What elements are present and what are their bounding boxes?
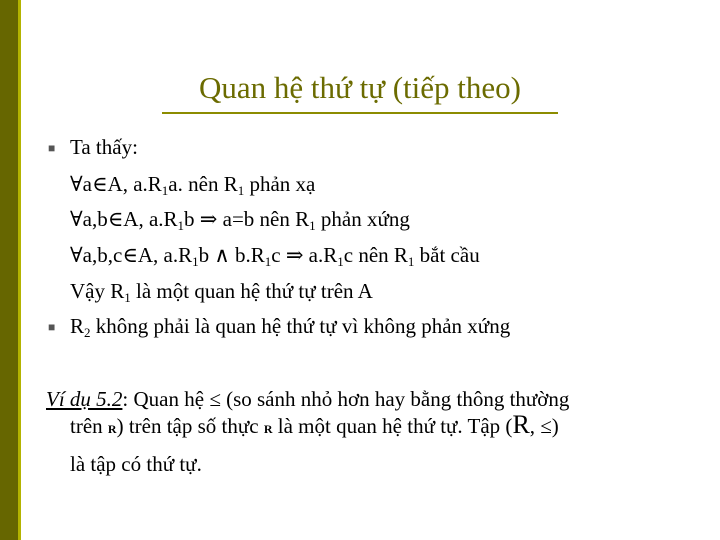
slide-title: Quan hệ thứ tự (tiếp theo) [199,70,521,105]
transitive-line [70,242,480,268]
example-line-3: là tập có thứ tự. [70,452,202,476]
conclusion-text-1: Vậy R [70,279,125,303]
conclusion-text-2: là một quan hệ thứ tự trên A [130,279,373,303]
example-line1-rest: : Quan hệ ≤ (so sánh nhỏ hơn hay bằng thông thường [122,387,570,411]
example-line2-b: ) trên tập số thực [116,414,264,438]
trans-s4: 1 [407,254,415,269]
conclusion-line [70,278,373,304]
reflexive-sub-2: 1 [237,183,245,198]
antisym-sub-1: 1 [177,218,185,233]
bullet-square-icon: ■ [48,141,56,155]
r2-text-1: R [70,314,85,338]
example-line-1 [46,386,569,412]
trans-s1: 1 [192,254,199,269]
intro-line: Ta thấy: [70,135,138,159]
r2-text-2: không phải là quan hệ thứ tự vì không phản xứng [90,314,511,338]
trans-s2: 1 [264,254,272,269]
reflexive-sub-1: 1 [161,183,169,198]
trans-t1: ∀a,b,c∈A, a.R [70,243,193,267]
title-block [162,68,558,114]
example-label: Ví dụ 5.2 [46,387,123,411]
left-accent-stripe [18,0,21,540]
antisym-sub-2: 1 [309,218,316,233]
bullet-square-icon: ■ [48,320,56,334]
reflexive-text-2: a. nên R [168,172,238,196]
reflexive-text-3: phản xạ [244,172,316,196]
example-line2-a: trên [70,414,108,438]
antisym-text-2: b ⇒ a=b nên R [184,207,310,231]
real-set-symbol: R [107,422,117,436]
title-underline [162,112,558,114]
conclusion-sub: 1 [124,290,131,305]
trans-t3: c ⇒ a.R [271,243,338,267]
reflexive-line [70,171,315,197]
example-line-2 [70,412,559,442]
trans-s3: 1 [337,254,344,269]
reflexive-text-1: ∀a∈A, a.R [70,172,162,196]
real-set-symbol-large: R [512,410,530,439]
trans-t4: c nên R [343,243,408,267]
trans-t5: bắt cầu [414,243,480,267]
real-set-symbol: R [263,422,273,436]
antisym-text-3: phản xứng [315,207,410,231]
left-accent-bar [0,0,18,540]
r2-sub: 2 [84,325,91,340]
antisymmetric-line [70,206,410,232]
trans-t2: b ∧ b.R [198,243,265,267]
example-line2-c: là một quan hệ thứ tự. Tập ( [272,414,513,438]
r2-line [70,313,510,339]
antisym-text-1: ∀a,b∈A, a.R [70,207,178,231]
example-line2-d: , ≤) [529,414,559,438]
